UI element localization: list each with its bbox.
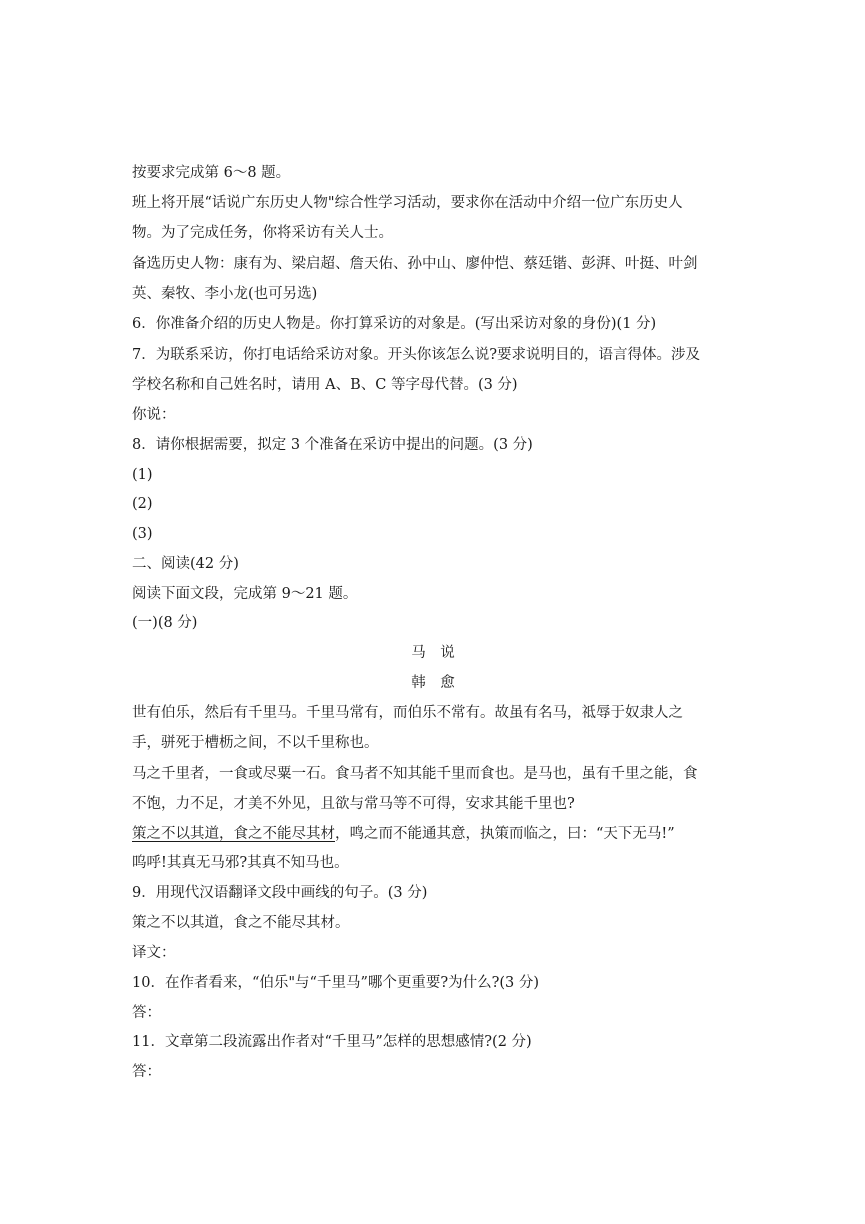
subsection-heading: (一)(8 分) — [132, 615, 198, 631]
question-11: 11．文章第二段流露出作者对“千里马”怎样的思想感情?(2 分) — [132, 1034, 532, 1050]
passage-p3-line-2: 呜呼!其真无马邪?其真不知马也。 — [132, 855, 349, 871]
candidates-line-2: 英、秦牧、李小龙(也可另选) — [132, 286, 318, 302]
passage-p3-rest: ，鸣之而不能通其意，执策而临之，曰：“天下无马!” — [335, 826, 675, 842]
passage-p1-line-2: 手，骈死于槽枥之间，不以千里称也。 — [132, 735, 379, 751]
passage-author: 韩 愈 — [411, 675, 455, 691]
passage-p1-line-1: 世有伯乐，然后有千里马。千里马常有，而伯乐不常有。故虽有名马，祗辱于奴隶人之 — [132, 705, 683, 721]
underlined-sentence: 策之不以其道，食之不能尽其材 — [132, 826, 335, 842]
activity-intro-line-1: 班上将开展“话说广东历史人物"综合性学习活动，要求你在活动中介绍一位广东历史人 — [132, 195, 683, 211]
question-6: 6．你准备介绍的历史人物是。你打算采访的对象是。(写出采访对象的身份)(1 分) — [132, 316, 657, 332]
question-10: 10．在作者看来，“伯乐"与“千里马”哪个更重要?为什么?(3 分) — [132, 975, 540, 991]
answer-prompt-10: 答： — [132, 1005, 161, 1021]
question-7-line-2: 学校名称和自己姓名时，请用 A、B、C 等字母代替。(3 分) — [132, 377, 518, 393]
section-instruction: 按要求完成第 6～8 题。 — [132, 165, 291, 181]
translation-prompt: 译文： — [132, 945, 176, 961]
reading-instruction: 阅读下面文段，完成第 9～21 题。 — [132, 586, 358, 602]
candidates-line-1: 备选历史人物：康有为、梁启超、詹天佑、孙中山、廖仲恺、蔡廷锴、彭湃、叶挺、叶剑 — [132, 256, 698, 272]
activity-intro-line-2: 物。为了完成任务，你将采访有关人士。 — [132, 225, 393, 241]
question-9: 9．用现代汉语翻译文段中画线的句子。(3 分) — [132, 885, 428, 901]
passage-p2-line-1: 马之千里者，一食或尽粟一石。食马者不知其能千里而食也。是马也，虽有千里之能，食 — [132, 766, 698, 782]
answer-slot-2: (2) — [132, 496, 153, 512]
answer-prompt-11: 答： — [132, 1064, 161, 1080]
question-9-sentence: 策之不以其道，食之不能尽其材。 — [132, 915, 350, 931]
answer-slot-3: (3) — [132, 526, 153, 542]
section-heading-reading: 二、阅读(42 分) — [132, 556, 239, 572]
passage-p3-line-1 — [132, 825, 742, 843]
answer-slot-1: (1) — [132, 467, 153, 483]
question-8: 8．请你根据需要，拟定 3 个准备在采访中提出的问题。(3 分) — [132, 437, 533, 453]
answer-prompt-you-say: 你说： — [132, 407, 176, 423]
passage-p2-line-2: 不饱，力不足，才美不外见，且欲与常马等不可得，安求其能千里也? — [132, 796, 575, 812]
passage-title: 马 说 — [411, 645, 455, 661]
question-7-line-1: 7．为联系采访，你打电话给采访对象。开头你该怎么说?要求说明目的，语言得体。涉及 — [132, 347, 700, 363]
